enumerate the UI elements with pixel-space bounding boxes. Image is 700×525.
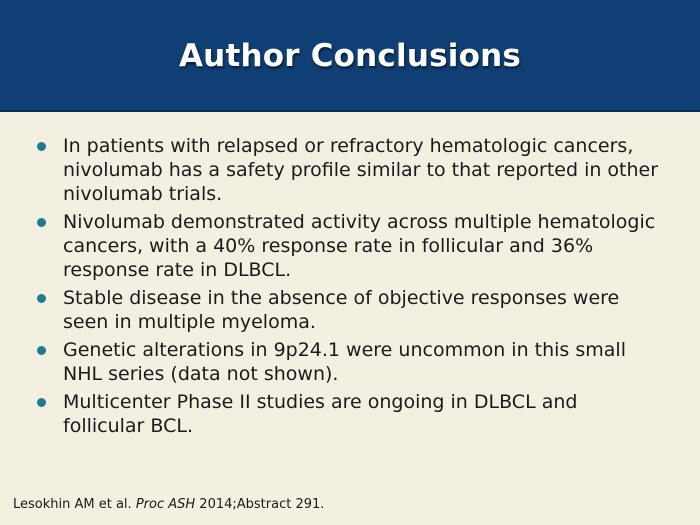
bullet-dot-icon — [37, 142, 46, 151]
title-banner — [0, 0, 700, 112]
citation-journal: Proc ASH — [135, 497, 196, 512]
bullet-text: Nivolumab demonstrated activity across multiple hematologic cancers, with a 40% response rate in follicular and 36% response rate in DLBCL. — [63, 211, 656, 281]
citation — [13, 497, 324, 513]
bullet-item — [0, 286, 700, 334]
bullet-text: In patients with relapsed or refractory hematologic cancers, nivolumab has a safety profile similar to that reported in other nivolumab trials. — [63, 135, 659, 205]
citation-details: 2014;Abstract 291. — [199, 497, 325, 512]
bullet-dot-icon — [37, 346, 46, 355]
citation-authors: Lesokhin AM et al. — [13, 497, 132, 512]
bullet-text: Genetic alterations in 9p24.1 were uncommon in this small NHL series (data not shown). — [63, 339, 626, 385]
bullet-item — [0, 210, 700, 282]
bullet-item — [0, 134, 700, 206]
bullet-dot-icon — [37, 294, 46, 303]
bullet-text: Stable disease in the absence of objective responses were seen in multiple myeloma. — [63, 287, 620, 333]
slide-title: Author Conclusions — [178, 38, 521, 74]
bullet-list — [0, 134, 700, 442]
bullet-item — [0, 338, 700, 386]
bullet-dot-icon — [37, 218, 46, 227]
bullet-text: Multicenter Phase II studies are ongoing in DLBCL and follicular BCL. — [63, 391, 578, 437]
bullet-dot-icon — [37, 398, 46, 407]
bullet-item — [0, 390, 700, 438]
